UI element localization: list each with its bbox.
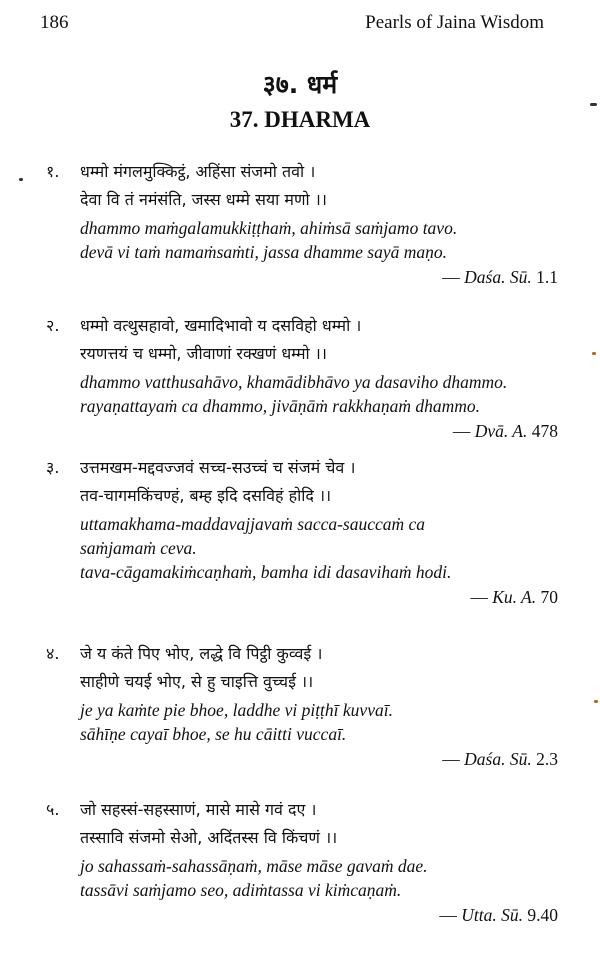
verse-1 [46, 158, 566, 290]
transliteration-line: jo sahassaṁ-sahassāṇaṁ, māse māse gavaṁ dae. [80, 856, 428, 876]
page-number: 186 [40, 12, 69, 33]
transliteration-line: devā vi taṁ namaṁsaṁti, jassa dhamme sayā maṇo. [80, 242, 447, 262]
verse-3 [46, 454, 566, 610]
verse-number: ४. [46, 644, 60, 663]
transliteration-line: sāhīṇe cayaī bhoe, se hu cāitti vuccaī. [80, 724, 347, 744]
source-citation: — Daśa. Sū. 1.1 [442, 267, 558, 287]
verse-5 [46, 796, 566, 928]
transliteration-line: tava-cāgamakiṁcaṇhaṁ, bamha idi dasavihaṁ hodi. [80, 562, 452, 582]
scan-speck [19, 178, 23, 181]
chapter-heading [0, 68, 600, 136]
scan-speck [590, 103, 597, 106]
transliteration-line: je ya kaṁte pie bhoe, laddhe vi piṭṭhī kuvvaī. [80, 700, 393, 720]
page-header [0, 12, 600, 42]
verse-number: ५. [46, 800, 60, 819]
transliteration-line: uttamakhama-maddavajjavaṁ sacca-sauccaṁ ca [80, 514, 426, 534]
transliteration [46, 698, 566, 746]
devanagari-line: २. धम्मो वत्थुसहावो, खमादिभावो य दसविहो धम्मो । [46, 312, 566, 340]
source-citation: — Dvā. A. 478 [452, 421, 558, 441]
transliteration-line: dhammo maṁgalamukkiṭṭhaṁ, ahiṁsā saṁjamo tavo. [80, 218, 458, 238]
verse-number: ३. [46, 458, 60, 477]
chapter-title-latin: 37. DHARMA [229, 107, 371, 132]
scan-speck [594, 700, 598, 703]
devanagari-line: ३. उत्तमखम-मद्दवज्जवं सच्च-सउच्चं च संजमं चेव । [46, 454, 566, 482]
devanagari-line: ५. जो सहस्सं-सहस्साणं, मासे मासे गवं दए । [46, 796, 566, 824]
devanagari-line: ४. जे य कंते पिए भोए, लद्धे वि पिट्ठी कुव्वई । [46, 640, 566, 668]
running-title: Pearls of Jaina Wisdom [365, 12, 544, 33]
devanagari-line: तस्सावि संजमो सेओ, अदिंतस्स वि किंचणं ।। [80, 828, 338, 847]
transliteration-line: saṁjamaṁ ceva. [80, 538, 197, 558]
transliteration-line: tassāvi saṁjamo seo, adiṁtassa vi kiṁcaṇaṁ. [80, 880, 402, 900]
devanagari-line: साहीणे चयई भोए, से हु चाइत्ति वुच्चई ।। [80, 672, 314, 691]
source-citation: — Ku. A. 70 [470, 587, 558, 607]
transliteration [46, 216, 566, 264]
verse-number: २. [46, 316, 60, 335]
devanagari-line: देवा वि तं नमंसंति, जस्स धम्मे सया मणो ।। [80, 190, 327, 209]
source-citation: — Utta. Sū. 9.40 [439, 905, 558, 925]
verse-number: १. [46, 162, 60, 181]
verse-2 [46, 312, 566, 444]
scan-speck [592, 352, 596, 355]
source-citation: — Daśa. Sū. 2.3 [442, 749, 558, 769]
transliteration [46, 512, 566, 584]
transliteration [46, 370, 566, 418]
verse-4 [46, 640, 566, 772]
transliteration-line: rayaṇattayaṁ ca dhammo, jivāṇāṁ rakkhaṇaṁ dhammo. [80, 396, 481, 416]
devanagari-line: रयणत्तयं च धम्मो, जीवाणां रक्खणं धम्मो ।। [80, 344, 327, 363]
devanagari-line: १. धम्मो मंगलमुक्किट्ठं, अहिंसा संजमो तवो । [46, 158, 566, 186]
transliteration [46, 854, 566, 902]
transliteration-line: dhammo vatthusahāvo, khamādibhāvo ya dasaviho dhammo. [80, 372, 508, 392]
devanagari-line: तव-चागमकिंचण्हं, बम्ह इदि दसविहं होदि ।। [80, 486, 332, 505]
chapter-title-devanagari: ३७. धर्म [262, 70, 338, 99]
